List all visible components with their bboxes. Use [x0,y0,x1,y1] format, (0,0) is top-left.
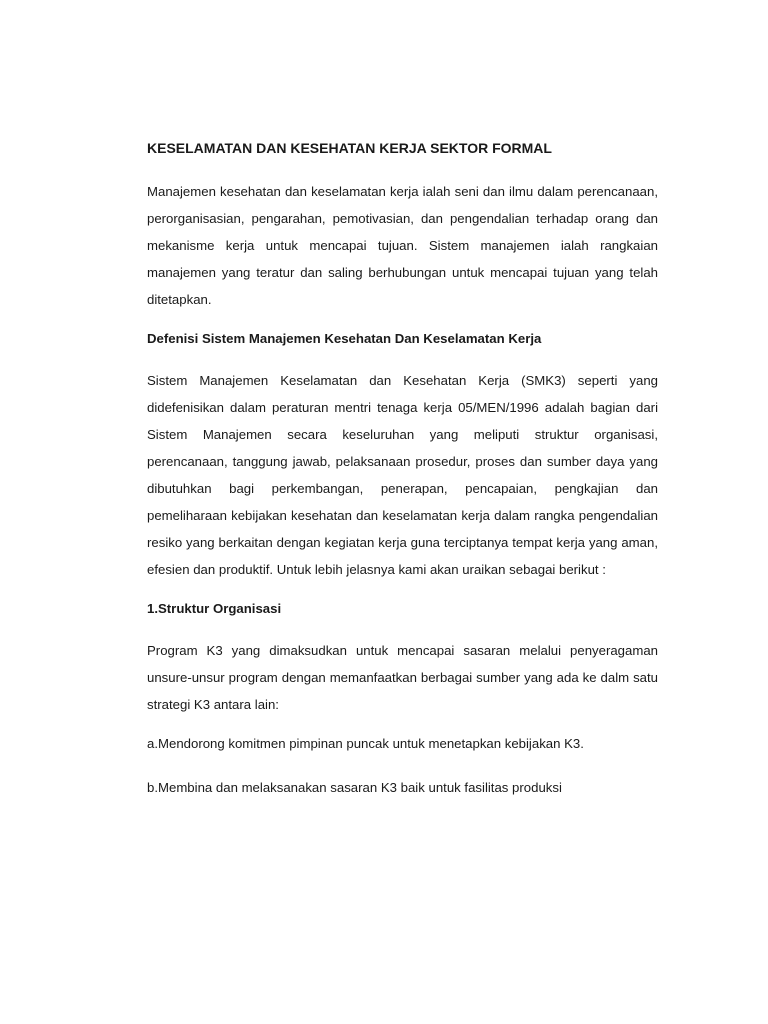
document-title: KESELAMATAN DAN KESEHATAN KERJA SEKTOR FORMAL [147,140,552,156]
structure-heading: 1.Struktur Organisasi [147,601,282,616]
list-item: b.Membina dan melaksanakan sasaran K3 baik untuk fasilitas produksi [147,780,562,795]
definition-paragraph: Sistem Manajemen Keselamatan dan Kesehatan Kerja (SMK3) seperti yang didefenisikan dalam peraturan mentri tenaga kerja 05/MEN/1996 adalah bagian dari Sistem Manajemen secara keseluruhan yang meliputi struktur organisasi, perencanaan, tanggung jawab, pelaksanaan prosedur, proses dan sumber daya yang dibutuhkan bagi perkembangan, penerapan, pencapaian, pengkajian dan pemeliharaan kebijakan kesehatan dan keselamatan kerja dalam rangka pengendalian resiko yang berkaitan dengan kegiatan kerja guna terciptanya tempat kerja yang aman, efesien dan produktif. Untuk lebih jelasnya kami akan uraikan sebagai berikut : [147,373,658,577]
list-item: a.Mendorong komitmen pimpinan puncak untuk menetapkan kebijakan K3. [147,736,584,751]
definition-heading: Defenisi Sistem Manajemen Kesehatan Dan Keselamatan Kerja [147,331,542,346]
intro-paragraph: Manajemen kesehatan dan keselamatan kerja ialah seni dan ilmu dalam perencanaan, perorganisasian, pengarahan, pemotivasian, dan pengendalian terhadap orang dan mekanisme kerja untuk mencapai tujuan. Sistem manajemen ialah rangkaian manajemen yang teratur dan saling berhubungan untuk mencapai tujuan yang telah ditetapkan. [147,184,658,307]
document-body [147,138,658,822]
structure-paragraph: Program K3 yang dimaksudkan untuk mencapai sasaran melalui penyeragaman unsure-unsur program dengan memanfaatkan berbagai sumber yang ada ke dalm satu strategi K3 antara lain: [147,643,658,712]
